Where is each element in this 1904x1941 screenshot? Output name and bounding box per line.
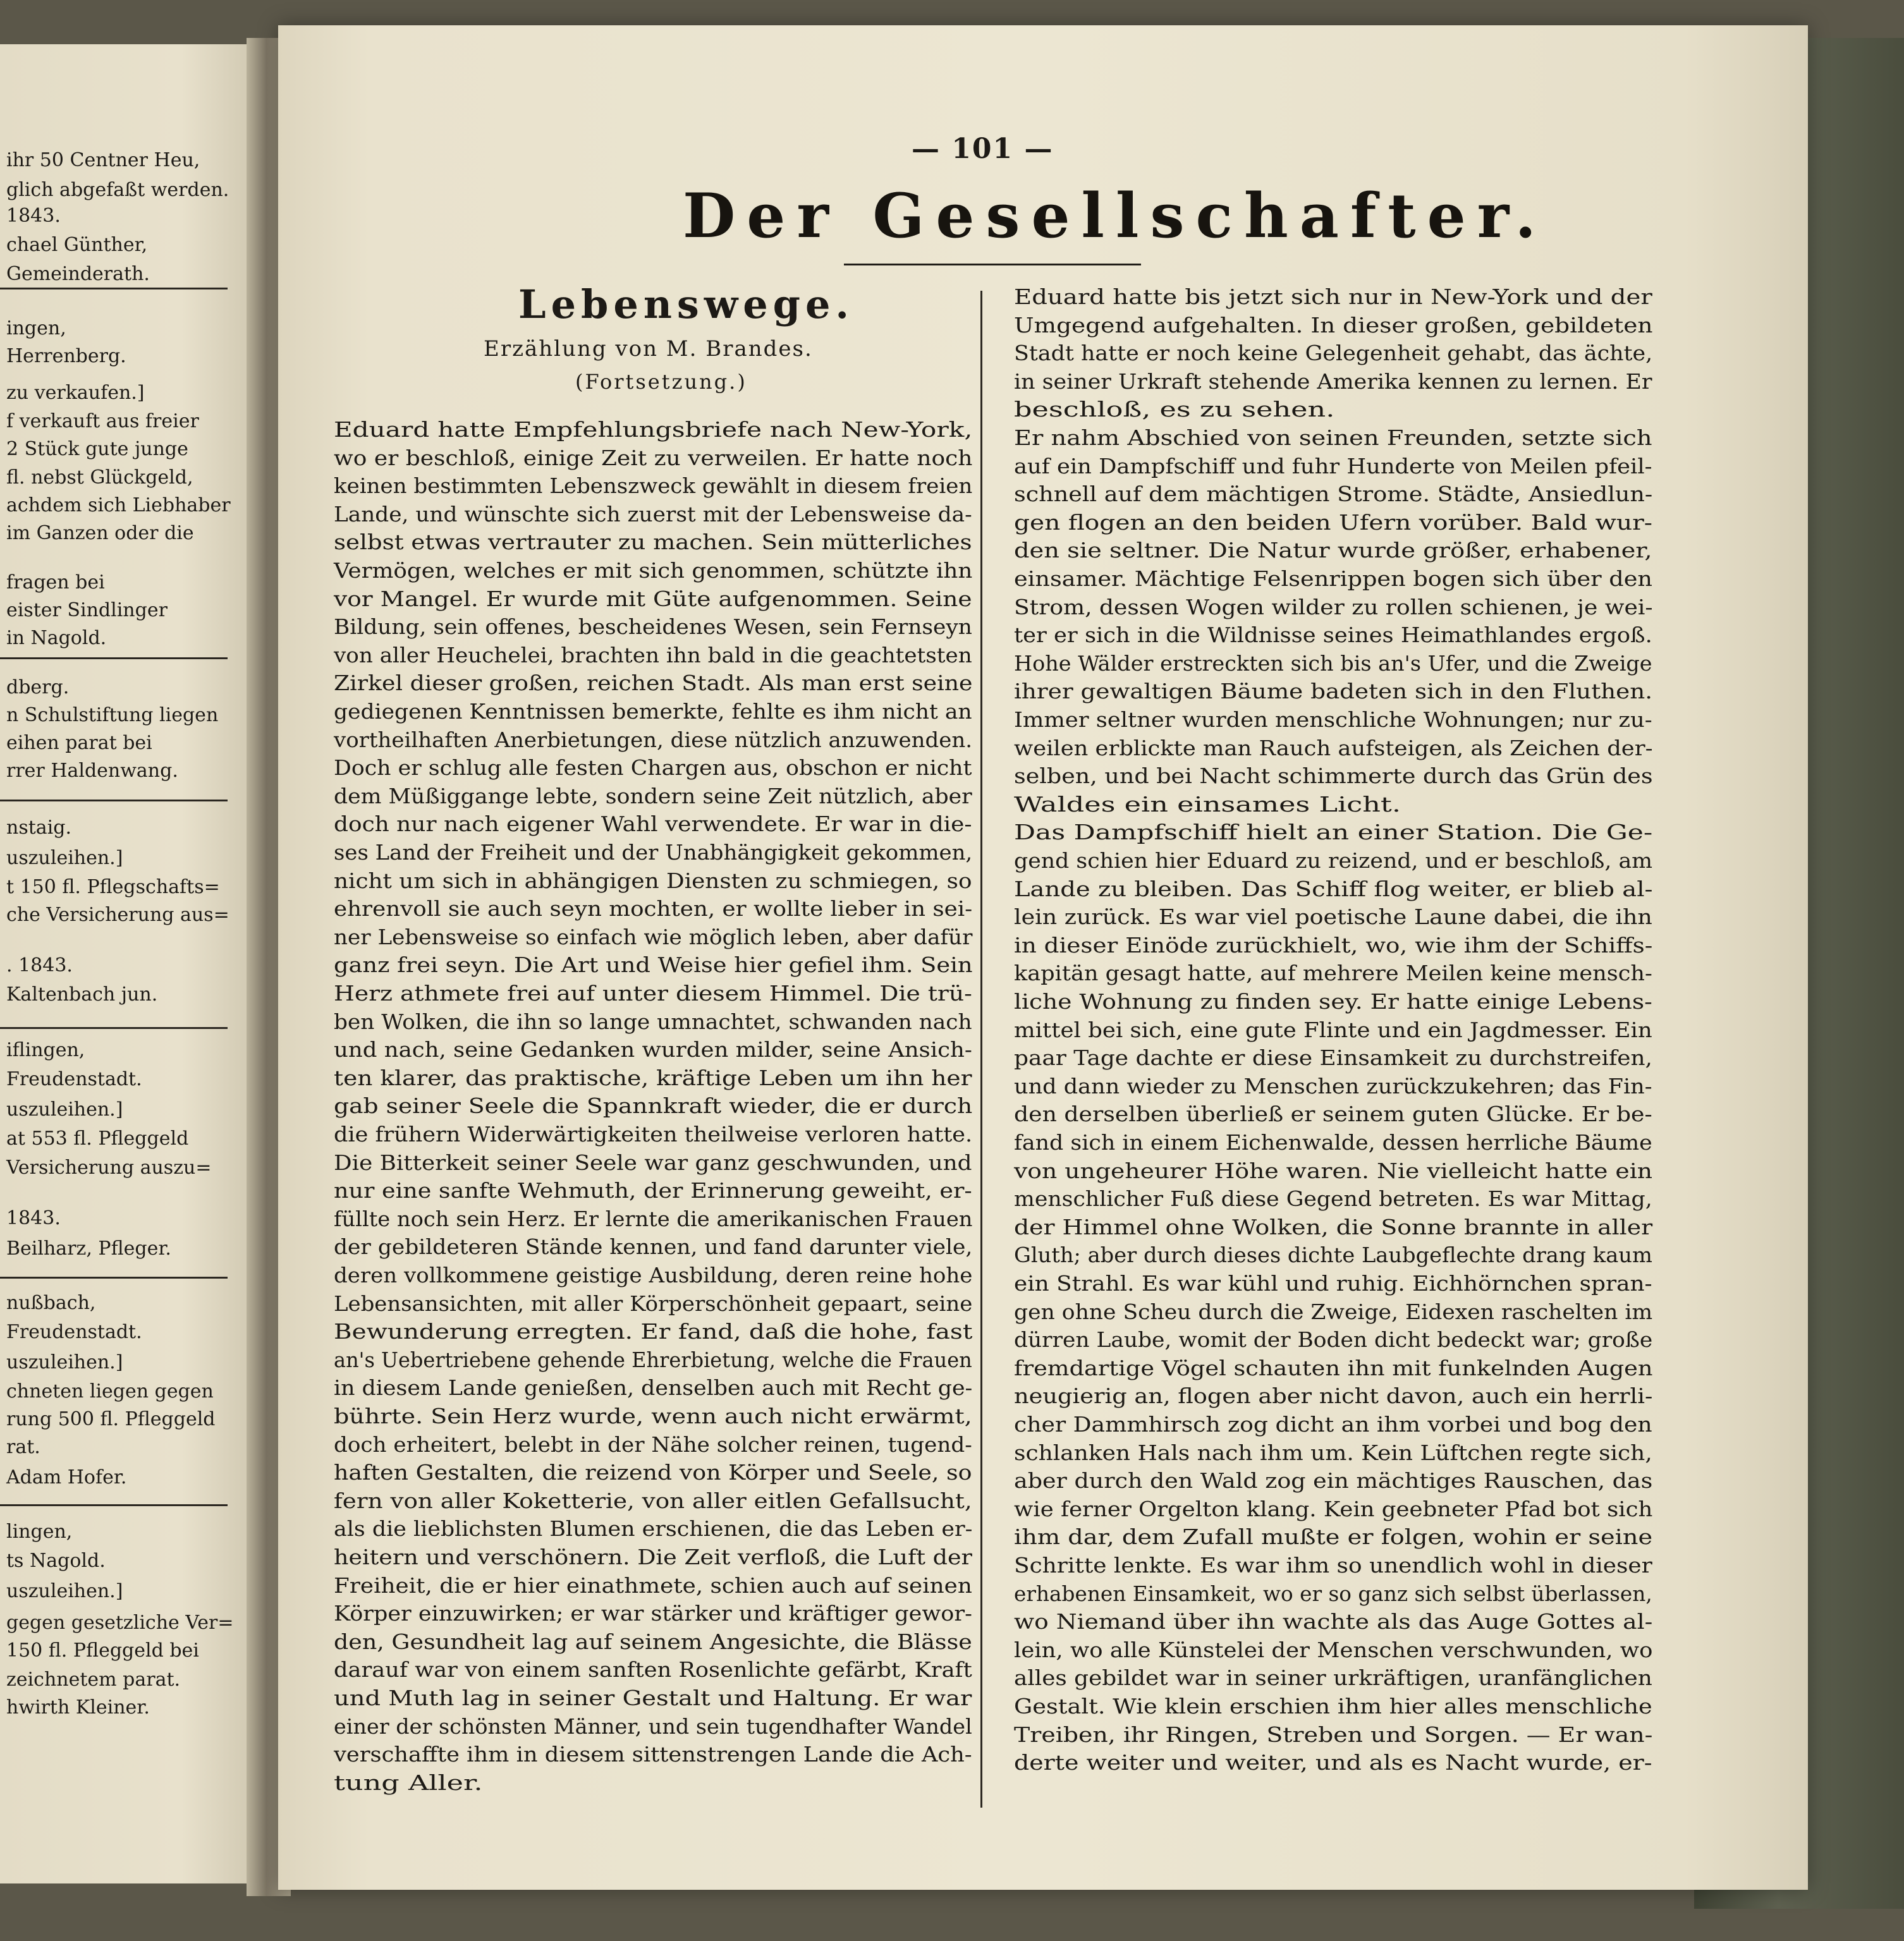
text-line: füllte noch sein Herz. Er lernte die amerikanischen Frauen <box>334 1206 973 1231</box>
notice-line: uszuleihen.] <box>6 1580 123 1602</box>
text-line: keinen bestimmten Lebenszweck gewählt in diesem freien <box>334 473 973 499</box>
text-line: Gestalt. Wie klein erschien ihm hier alles menschliche <box>1014 1694 1652 1719</box>
text-line: Eduard hatte Empfehlungsbriefe nach New-York, <box>334 417 973 442</box>
notice-divider <box>0 1504 228 1506</box>
notice-line: achdem sich Liebhaber <box>6 494 231 516</box>
text-line: wo Niemand über ihn wachte als das Auge Gottes al- <box>1014 1609 1653 1634</box>
notice-line: fl. nebst Glückgeld, <box>6 466 193 489</box>
text-line: weilen erblickte man Rauch aufsteigen, als Zeichen der- <box>1014 735 1653 760</box>
notice-line: dberg. <box>6 676 70 698</box>
text-line: gab seiner Seele die Spannkraft wieder, die er durch <box>334 1093 973 1119</box>
text-line: Die Bitterkeit seiner Seele war ganz geschwunden, und <box>334 1150 972 1175</box>
text-line: der Himmel ohne Wolken, die Sonne brannte in aller <box>1014 1214 1653 1239</box>
text-line: ihm dar, dem Zufall mußte er folgen, wohin er seine <box>1014 1524 1653 1550</box>
notice-line: lingen, <box>6 1521 73 1543</box>
notice-line: Kaltenbach jun. <box>6 983 158 1006</box>
text-line: alles gebildet war in seiner urkräftigen, uranfänglichen <box>1014 1665 1652 1691</box>
notice-line: iflingen, <box>6 1039 85 1061</box>
text-line: wo er beschloß, einige Zeit zu verweilen. Er hatte noch <box>334 445 973 470</box>
text-line: cher Dammhirsch zog dicht an ihm vorbei und bog den <box>1014 1412 1652 1437</box>
text-line: vortheilhaften Anerbietungen, diese nützlich anzuwenden. <box>334 727 973 752</box>
text-line: ehrenvoll sie auch seyn mochten, er wollte lieber in sei- <box>334 896 973 922</box>
text-line: Stadt hatte er noch keine Gelegenheit gehabt, das ächte, <box>1014 341 1653 366</box>
text-line: Strom, dessen Wogen wilder zu rollen schienen, je wei- <box>1014 594 1653 619</box>
notice-line: eihen parat bei <box>6 732 152 754</box>
notice-line: ihr 50 Centner Heu, <box>6 149 200 171</box>
text-line: tung Aller. <box>334 1770 483 1795</box>
text-line: paar Tage dachte er diese Einsamkeit zu durchstreifen, <box>1014 1045 1652 1071</box>
text-line: Hohe Wälder erstreckten sich bis an's Ufer, und die Zweige <box>1014 650 1652 676</box>
notice-line: Gemeinderath. <box>6 263 150 285</box>
text-line: aber durch den Wald zog ein mächtiges Rauschen, das <box>1014 1468 1653 1494</box>
text-line: und nach, seine Gedanken wurden milder, seine Ansich- <box>334 1037 972 1062</box>
text-line: die frühern Widerwärtigkeiten theilweise verloren hatte. <box>334 1122 973 1147</box>
text-line: fand sich in einem Eichenwalde, dessen herrliche Bäume <box>1014 1130 1652 1155</box>
text-line: ten klarer, das praktische, kräftige Leben um ihn her <box>334 1065 972 1090</box>
notice-line: eister Sindlinger <box>6 599 168 621</box>
story-title: Lebenswege. <box>518 281 855 327</box>
notice-line: uszuleihen.] <box>6 1351 123 1373</box>
text-line: gend schien hier Eduard zu reizend, und er beschloß, am <box>1014 848 1653 873</box>
text-line: menschlicher Fuß diese Gegend betreten. Es war Mittag, <box>1014 1186 1652 1212</box>
text-line: dürren Laube, womit der Boden dicht bedeckt war; große <box>1014 1327 1653 1353</box>
notice-divider <box>0 657 228 659</box>
notice-line: Freudenstadt. <box>6 1068 142 1090</box>
text-line: haften Gestalten, die reizend von Körper und Seele, so <box>334 1460 972 1485</box>
text-line: beschloß, es zu sehen. <box>1014 397 1335 422</box>
text-line: vor Mangel. Er wurde mit Güte aufgenommen. Seine <box>334 586 972 611</box>
notice-line: Adam Hofer. <box>6 1466 127 1488</box>
notice-line: uszuleihen.] <box>6 1098 123 1121</box>
text-line: als die lieblichsten Blumen erschienen, die das Leben er- <box>334 1516 973 1542</box>
text-line: Herz athmete frei auf unter diesem Himmel. Die trü- <box>334 981 972 1006</box>
text-line: von ungeheurer Höhe waren. Nie vielleicht hatte ein <box>1014 1158 1653 1183</box>
text-line: Umgegend aufgehalten. In dieser großen, gebildeten <box>1014 312 1653 338</box>
text-line: ben Wolken, die ihn so lange umnachtet, schwanden nach <box>334 1009 972 1034</box>
text-line: auf ein Dampfschiff und fuhr Hunderte von Meilen pfeil- <box>1014 453 1652 478</box>
text-line: nicht um sich in abhängigen Diensten zu schmiegen, so <box>334 868 972 893</box>
text-line: ein Strahl. Es war kühl und ruhig. Eichhörnchen spran- <box>1014 1271 1652 1296</box>
notice-line: hwirth Kleiner. <box>6 1696 150 1719</box>
text-line: Schritte lenkte. Es war ihm so unendlich wohl in dieser <box>1014 1553 1652 1578</box>
story-continuation: (Fortsetzung.) <box>575 370 747 394</box>
text-line: mittel bei sich, eine gute Flinte und ein Jagdmesser. Ein <box>1014 1017 1652 1042</box>
text-line: Vermögen, welches er mit sich genommen, schützte ihn <box>334 558 973 583</box>
text-line: ner Lebensweise so einfach wie möglich leben, aber dafür <box>334 924 973 949</box>
text-line: gen ohne Scheu durch die Zweige, Eidexen raschelten im <box>1014 1299 1653 1324</box>
text-line: Treiben, ihr Ringen, Streben und Sorgen. — Er wan- <box>1014 1722 1653 1747</box>
text-line: und Muth lag in seiner Gestalt und Haltung. Er war <box>334 1686 972 1710</box>
text-line: den, Gesundheit lag auf seinem Angesichte, die Blässe <box>334 1629 972 1654</box>
text-line: selben, und bei Nacht schimmerte durch das Grün des <box>1014 764 1653 789</box>
text-line: Bewunderung erregten. Er fand, daß die hohe, fast <box>334 1319 973 1344</box>
text-line: in seiner Urkraft stehende Amerika kennen zu lernen. Er <box>1014 368 1652 394</box>
notice-line: 150 fl. Pfleggeld bei <box>6 1640 199 1662</box>
notice-divider <box>0 288 228 289</box>
masthead: Der Gesellschafter. <box>683 180 1547 252</box>
text-line: und dann wieder zu Menschen zurückzukehren; das Fin- <box>1014 1073 1652 1098</box>
text-line: Eduard hatte bis jetzt sich nur in New-York und der <box>1014 284 1652 309</box>
text-line: Freiheit, die er hier einathmete, schien auch auf seinen <box>334 1573 972 1598</box>
notice-line: n Schulstiftung liegen <box>6 704 219 726</box>
column-divider <box>980 291 982 1808</box>
page-number: — 101 — <box>912 133 1054 165</box>
text-line: ihrer gewaltigen Bäume badeten sich in den Fluthen. <box>1014 679 1653 704</box>
notice-line: nstaig. <box>6 817 71 839</box>
notice-line: 1843. <box>6 205 61 227</box>
text-line: schlanken Hals nach ihm um. Kein Lüftchen regte sich, <box>1014 1440 1652 1465</box>
notice-line: gegen gesetzliche Ver= <box>6 1612 234 1634</box>
text-line: in diesem Lande genießen, denselben auch mit Recht ge- <box>334 1375 973 1401</box>
notice-line: 1843. <box>6 1207 61 1229</box>
text-line: fremdartige Vögel schauten ihn mit funkelnden Augen <box>1014 1355 1653 1380</box>
text-line: neugierig an, flogen aber nicht davon, auch ein herrli- <box>1014 1384 1653 1409</box>
text-line: heitern und verschönern. Die Zeit verfloß, die Luft der <box>334 1545 972 1569</box>
text-line: doch erheitert, belebt in der Nähe solcher reinen, tugend- <box>334 1432 972 1457</box>
text-line: den sie seltner. Die Natur wurde größer, erhabener, <box>1014 538 1652 563</box>
text-line: von aller Heuchelei, brachten ihn bald in die geachtetsten <box>334 642 972 667</box>
notice-line: rrer Haldenwang. <box>6 760 178 782</box>
notice-line: ingen, <box>6 317 66 339</box>
text-line: Er nahm Abschied von seinen Freunden, setzte sich <box>1014 425 1652 450</box>
text-line: lein zurück. Es war viel poetische Laune dabei, die ihn <box>1014 904 1652 930</box>
text-line: nur eine sanfte Wehmuth, der Erinnerung geweiht, er- <box>334 1178 972 1203</box>
notice-line: zu verkaufen.] <box>6 382 145 404</box>
text-line: ses Land der Freiheit und der Unabhängigkeit gekommen, <box>334 840 973 865</box>
right-page <box>278 25 1808 1890</box>
text-line: Immer seltner wurden menschliche Wohnungen; nur zu- <box>1014 707 1652 732</box>
notice-divider <box>0 1277 228 1279</box>
text-line: erhabenen Einsamkeit, wo er so ganz sich selbst überlassen, <box>1014 1581 1652 1606</box>
text-line: Das Dampfschiff hielt an einer Station. Die Ge- <box>1014 820 1653 845</box>
notice-line: in Nagold. <box>6 627 107 649</box>
text-line: Doch er schlug alle festen Chargen aus, obschon er nicht <box>334 755 972 781</box>
notice-line: glich abgefaßt werden. <box>6 179 229 201</box>
text-line: bührte. Sein Herz wurde, wenn auch nicht erwärmt, <box>334 1404 972 1428</box>
notice-divider <box>0 1027 228 1029</box>
notice-line: 2 Stück gute junge <box>6 438 188 460</box>
notice-line: Versicherung auszu= <box>6 1157 212 1179</box>
notice-line: Beilharz, Pfleger. <box>6 1238 171 1260</box>
text-line: dem Müßiggange lebte, sondern seine Zeit nützlich, aber <box>334 783 972 808</box>
notice-line: rat. <box>6 1436 40 1458</box>
text-line: einer der schönsten Männer, und sein tugendhafter Wandel <box>334 1713 972 1739</box>
text-line: fern von aller Koketterie, von aller eitlen Gefallsucht, <box>334 1488 972 1513</box>
header-rule <box>844 264 1141 265</box>
text-line: derte weiter und weiter, und als es Nacht wurde, er- <box>1014 1750 1652 1775</box>
text-line: Lebensansichten, mit aller Körperschönheit gepaart, seine <box>334 1291 973 1316</box>
text-line: in dieser Einöde zurückhielt, wo, wie ihm der Schiffs- <box>1014 932 1653 958</box>
notice-line: Freudenstadt. <box>6 1321 142 1343</box>
notice-line: chael Günther, <box>6 234 148 256</box>
text-line: gediegenen Kenntnissen bemerkte, fehlte es ihm nicht an <box>334 699 972 724</box>
text-line: deren vollkommene geistige Ausbildung, deren reine hohe <box>334 1263 973 1287</box>
text-line: ganz frei seyn. Die Art und Weise hier gefiel ihm. Sein <box>334 952 973 978</box>
notice-line: uszuleihen.] <box>6 847 123 869</box>
text-line: kapitän gesagt hatte, auf mehrere Meilen keine mensch- <box>1014 961 1652 986</box>
text-line: Gluth; aber durch dieses dichte Laubgeflechte drang kaum <box>1014 1243 1652 1268</box>
text-line: verschaffte ihm in diesem sittenstrengen Lande die Ach- <box>334 1742 972 1767</box>
text-line: den derselben überließ er seinem guten Glücke. Er be- <box>1014 1102 1652 1127</box>
text-line: Zirkel dieser großen, reichen Stadt. Als man erst seine <box>334 671 973 696</box>
text-line: einsamer. Mächtige Felsenrippen bogen sich über den <box>1014 566 1652 591</box>
text-line: wie ferner Orgelton klang. Kein geebneter Pfad bot sich <box>1014 1496 1653 1521</box>
text-line: Bildung, sein offenes, bescheidenes Wesen, sein Fernseyn <box>334 614 972 640</box>
notice-divider <box>0 800 228 801</box>
text-line: schnell auf dem mächtigen Strome. Städte, Ansiedlun- <box>1014 482 1653 507</box>
left-page <box>0 44 259 1883</box>
story-byline: Erzählung von M. Brandes. <box>484 336 813 362</box>
notice-line: t 150 fl. Pflegschafts= <box>6 876 220 898</box>
text-line: selbst etwas vertrauter zu machen. Sein mütterliches <box>334 530 972 555</box>
notice-line: im Ganzen oder die <box>6 522 194 544</box>
text-line: Waldes ein einsames Licht. <box>1014 791 1401 817</box>
text-line: lein, wo alle Künstelei der Menschen verschwunden, wo <box>1014 1637 1653 1662</box>
notice-line: zeichnetem parat. <box>6 1669 181 1691</box>
notice-line: chneten liegen gegen <box>6 1380 214 1403</box>
notice-line: f verkauft aus freier <box>6 410 199 432</box>
text-line: darauf war von einem sanften Rosenlichte gefärbt, Kraft <box>334 1657 972 1682</box>
notice-line: Herrenberg. <box>6 345 126 367</box>
text-line: ter er sich in die Wildnisse seines Heimathlandes ergoß. <box>1014 623 1652 648</box>
text-line: an's Uebertriebene gehende Ehrerbietung, welche die Frauen <box>334 1347 972 1372</box>
notice-line: fragen bei <box>6 571 105 593</box>
text-line: Lande zu bleiben. Das Schiff flog weiter, er blieb al- <box>1014 876 1653 901</box>
notice-line: che Versicherung aus= <box>6 904 229 926</box>
notice-line: ts Nagold. <box>6 1550 106 1572</box>
text-line: Lande, und wünschte sich zuerst mit der Lebensweise da- <box>334 501 972 526</box>
text-line: doch nur nach eigener Wahl verwendete. Er war in die- <box>334 812 972 837</box>
text-line: gen flogen an den beiden Ufern vorüber. Bald wur- <box>1014 509 1653 535</box>
notice-line: at 553 fl. Pfleggeld <box>6 1128 189 1150</box>
text-line: der gebildeteren Stände kennen, und fand darunter viele, <box>334 1234 973 1260</box>
notice-line: rung 500 fl. Pfleggeld <box>6 1408 216 1430</box>
notice-line: nußbach, <box>6 1292 96 1314</box>
notice-line: . 1843. <box>6 954 73 977</box>
text-line: liche Wohnung zu finden sey. Er hatte einige Lebens- <box>1014 989 1652 1014</box>
text-line: Körper einzuwirken; er war stärker und kräftiger gewor- <box>334 1601 972 1626</box>
